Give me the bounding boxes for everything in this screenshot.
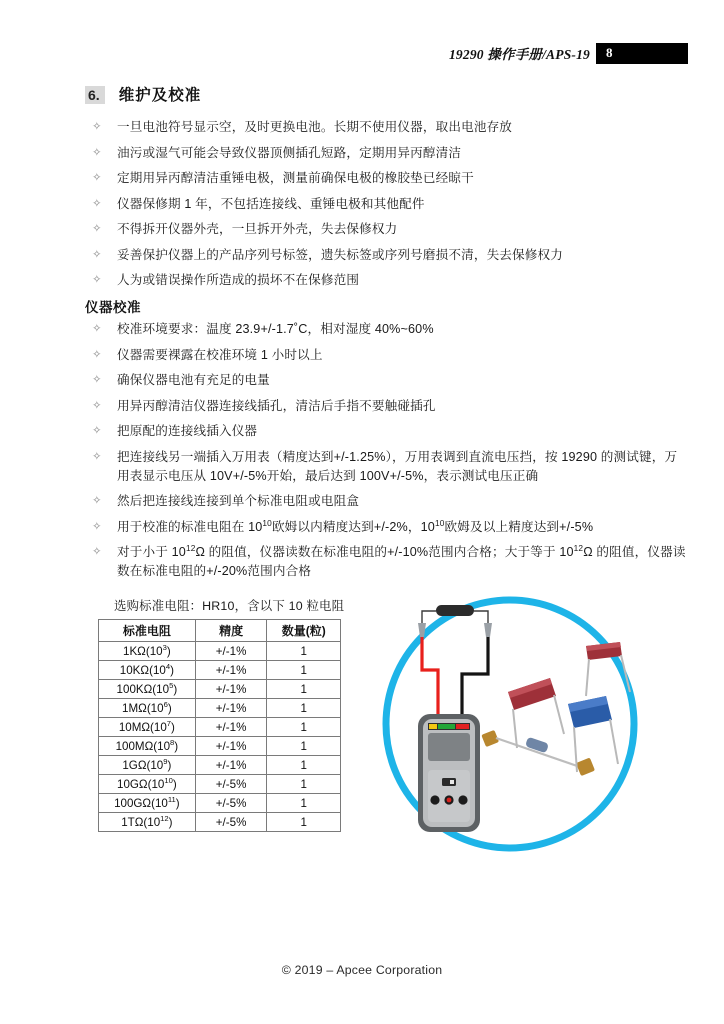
table-row (99, 642, 341, 661)
calibration-bullet-item (92, 320, 692, 339)
cell-resistance: $1K\Omega(10^3)$ (99, 642, 196, 661)
cell-accuracy: +/-1% (195, 680, 267, 699)
cell-quantity: 1 (267, 661, 341, 680)
cell-quantity: 1 (267, 794, 341, 813)
calibration-bullet-text: 用于校准的标准电阻在 $10^{10}$欧姆以内精度达到+/-2%，$10^{10}$欧姆及以上精度达到+/-5% (117, 517, 594, 534)
cell-accuracy: +/-1% (195, 642, 267, 661)
calibration-bullet-text: 用异丙醇清洁仪器连接线插孔，清洁后手指不要触碰插孔 (117, 398, 436, 413)
meter-led-red (456, 724, 469, 729)
cell-quantity: 1 (267, 680, 341, 699)
cell-resistance: $1G\Omega(10^9)$ (99, 756, 196, 775)
calibration-bullet-item (92, 518, 692, 537)
table-row (99, 699, 341, 718)
calibration-bullet-item (92, 492, 692, 511)
table-header-resistance: 标准电阻 (99, 620, 196, 642)
maintenance-bullet-item (92, 195, 692, 214)
cell-quantity: 1 (267, 699, 341, 718)
page-number-badge: 8 (596, 43, 688, 64)
cell-quantity: 1 (267, 737, 341, 756)
calibration-bullet-list (92, 320, 692, 588)
table-row (99, 775, 341, 794)
bullet-diamond-icon: ✧ (92, 223, 102, 235)
meter-port-right (458, 795, 467, 804)
maintenance-bullet-item (92, 169, 692, 188)
maintenance-bullet-item (92, 271, 692, 290)
calibration-bullet-text: 把连接线另一端插入万用表（精度达到+/-1.25%），万用表调到直流电压挡，按 19290 的测试键，万 用表显示电压从 10V+/-5%开始，最后达到 100V+/-5%，表示测试电压正确 (117, 448, 692, 486)
cell-accuracy: +/-1% (195, 737, 267, 756)
cell-quantity: 1 (267, 756, 341, 775)
table-header-row (99, 620, 341, 642)
bullet-diamond-icon: ✧ (92, 348, 102, 361)
table-row (99, 813, 341, 832)
cell-resistance: $10K\Omega(10^4)$ (99, 661, 196, 680)
maintenance-bullet-text: 人为或错误操作所造成的损坏不在保修范围 (117, 273, 360, 287)
calibration-bullet-text: 校准环境要求：温度 23.9+/-1.7˚C，相对湿度 40%~60% (117, 322, 434, 336)
meter-lcd-display (428, 733, 470, 761)
cell-quantity: 1 (267, 813, 341, 832)
bullet-diamond-icon: ✧ (92, 274, 102, 286)
cell-accuracy: +/-5% (195, 775, 267, 794)
cell-accuracy: +/-5% (195, 794, 267, 813)
cell-resistance: $100G\Omega(10^{11})$ (99, 794, 196, 813)
bullet-diamond-icon: ✧ (92, 121, 102, 133)
maintenance-bullet-item (92, 220, 692, 239)
calibration-bullet-text: 仪器需要裸露在校准环境 1 小时以上 (117, 347, 323, 362)
calibration-bullet-text: 把原配的连接线插入仪器 (117, 424, 258, 438)
cell-accuracy: +/-1% (195, 661, 267, 680)
bullet-diamond-icon: ✧ (92, 172, 102, 184)
calibration-bullet-item (92, 371, 692, 390)
calibration-heading: 仪器校准 (85, 300, 141, 315)
cell-accuracy: +/-1% (195, 699, 267, 718)
bullet-diamond-icon: ✧ (92, 546, 102, 558)
maintenance-bullet-item (92, 118, 692, 137)
table-row (99, 718, 341, 737)
standard-resistor-table-block (98, 596, 344, 832)
bullet-diamond-icon: ✧ (92, 520, 102, 533)
cell-resistance: $10M\Omega(10^7)$ (99, 718, 196, 737)
maintenance-bullet-list (92, 118, 692, 297)
bullet-diamond-icon: ✧ (92, 197, 102, 210)
calibration-bullet-item (92, 543, 692, 581)
cell-resistance: $1T\Omega(10^{12})$ (99, 813, 196, 832)
maintenance-bullet-item (92, 144, 692, 163)
meter-led-green (438, 724, 455, 729)
maintenance-bullet-text: 不得拆开仪器外壳，一旦拆开外壳，失去保修权力 (117, 222, 398, 236)
maintenance-bullet-text: 妥善保护仪器上的产品序列号标签，遗失标签或序列号磨损不清，失去保修权力 (117, 247, 564, 262)
maintenance-bullet-text: 油污或湿气可能会导致仪器顶侧插孔短路，定期用异丙醇清洁 (117, 145, 462, 160)
standard-resistor-table (98, 619, 341, 832)
calibration-bullet-text: 然后把连接线连接到单个标准电阻或电阻盒 (117, 494, 360, 508)
maintenance-bullet-text: 一旦电池符号显示空，及时更换电池。长期不使用仪器，取出电池存放 (117, 120, 513, 134)
section-title: 维护及校准 (118, 87, 202, 104)
maintenance-bullet-text: 仪器保修期 1 年，不包括连接线、重锤电极和其他配件 (117, 196, 425, 211)
cell-resistance: $1M\Omega(10^6)$ (99, 699, 196, 718)
bullet-diamond-icon: ✧ (92, 146, 102, 159)
calibration-bullet-text-wrap: 用表显示电压从 10V+/-5%开始，最后达到 100V+/-5%，表示测试电压正确 (117, 468, 539, 483)
section-number: 6. (85, 86, 105, 104)
cell-accuracy: +/-5% (195, 813, 267, 832)
cell-resistance: $100K\Omega(10^5)$ (99, 680, 196, 699)
cell-resistance: $10G\Omega(10^{10})$ (99, 775, 196, 794)
cell-quantity: 1 (267, 718, 341, 737)
cell-accuracy: +/-1% (195, 718, 267, 737)
calibration-bullet-text: 对于小于 $10^{12}\Omega$ 的阻值，仪器读数在标准电阻的+/-10%范围内合格；大于等于 $10^{12}\Omega$ 的阻值，仪器读 数在标准电阻的+/-20%范围内合格 (117, 543, 692, 581)
meter-port-left (430, 795, 439, 804)
calibration-bullet-item (92, 422, 692, 441)
header-title: 19290 操作手册/APS-19 (448, 47, 590, 62)
meter-led-yellow (429, 724, 437, 729)
meter-test-button-indicator (450, 780, 454, 784)
page-footer (0, 963, 724, 977)
table-header-quantity: 数量(粒) (267, 620, 341, 642)
cell-accuracy: +/-1% (195, 756, 267, 775)
section-heading (85, 83, 201, 105)
calibration-bullet-text-wrap: 数在标准电阻的+/-20%范围内合格 (117, 564, 312, 578)
resistor-under-test (436, 605, 474, 616)
calibration-setup-illustration (378, 592, 642, 856)
table-row (99, 756, 341, 775)
bullet-diamond-icon: ✧ (92, 248, 102, 261)
cell-quantity: 1 (267, 775, 341, 794)
copyright-text: © 2019 – Apcee Corporation (281, 963, 443, 977)
table-header-accuracy: 精度 (195, 620, 267, 642)
bullet-diamond-icon: ✧ (92, 425, 102, 437)
maintenance-bullet-item (92, 246, 692, 265)
calibration-bullet-item (92, 346, 692, 365)
table-caption: 选购标准电阻：HR10，含以下 10 粒电阻 (114, 599, 345, 613)
cell-quantity: 1 (267, 642, 341, 661)
bullet-diamond-icon: ✧ (92, 495, 102, 507)
meter-port-center-dot (447, 798, 452, 803)
table-row (99, 737, 341, 756)
maintenance-bullet-text: 定期用异丙醇清洁重锤电极，测量前确保电极的橡胶垫已经晾干 (117, 171, 474, 185)
page-header (0, 40, 724, 66)
bullet-diamond-icon: ✧ (92, 374, 102, 386)
table-row (99, 661, 341, 680)
cell-resistance: $100M\Omega(10^8)$ (99, 737, 196, 756)
bullet-diamond-icon: ✧ (92, 399, 102, 412)
calibration-bullet-item (92, 397, 692, 416)
table-row (99, 794, 341, 813)
bullet-diamond-icon: ✧ (92, 450, 102, 463)
table-row (99, 680, 341, 699)
calibration-bullet-text: 确保仪器电池有充足的电量 (117, 373, 270, 387)
bullet-diamond-icon: ✧ (92, 323, 102, 335)
calibration-bullet-item (92, 448, 692, 486)
